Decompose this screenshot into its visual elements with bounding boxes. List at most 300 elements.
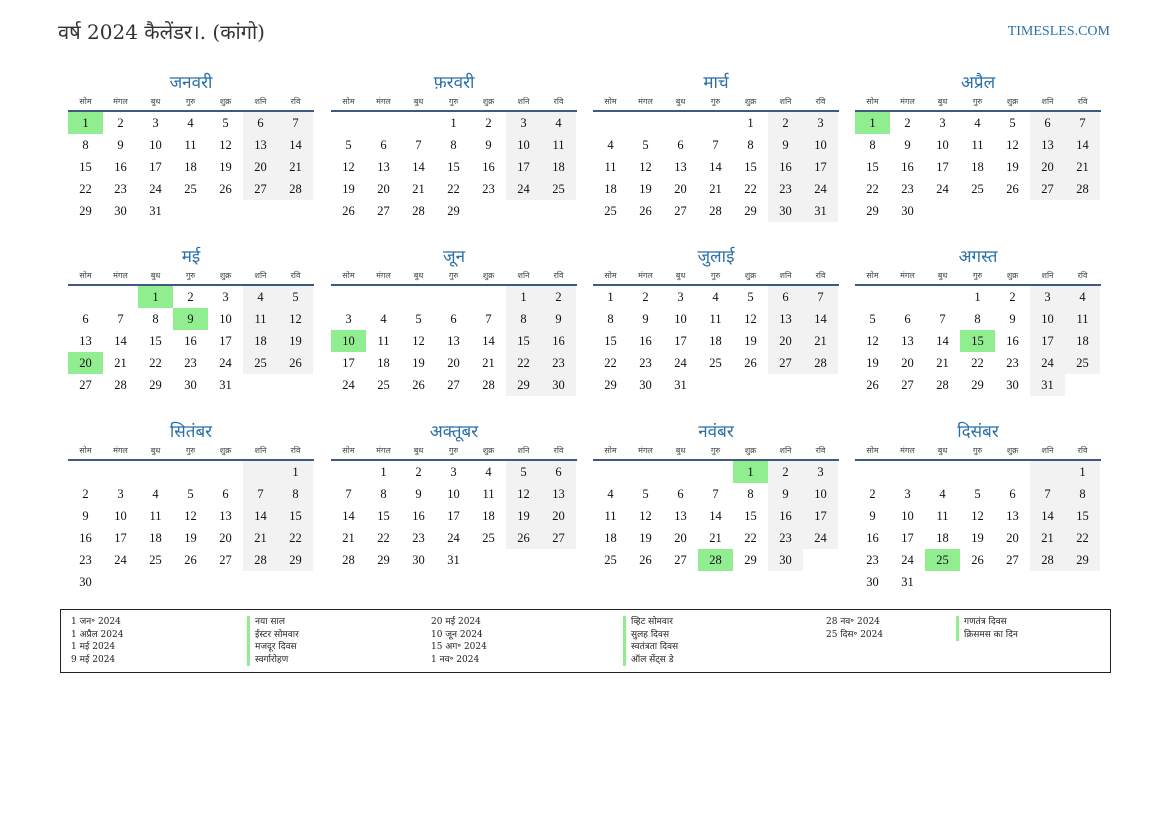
day-cell[interactable]: 23 [79, 553, 92, 567]
day-cell[interactable]: 17 [114, 531, 127, 545]
day-cell[interactable]: 9 [173, 308, 208, 330]
day-cell[interactable]: 4 [187, 116, 194, 130]
day-cell[interactable]: 24 [1030, 352, 1065, 374]
day-cell[interactable]: 8 [278, 483, 313, 505]
day-cell[interactable]: 6 [677, 138, 684, 152]
day-cell[interactable]: 25 [925, 549, 960, 571]
day-cell[interactable]: 29 [971, 378, 984, 392]
day-cell[interactable]: 29 [79, 204, 92, 218]
day-cell[interactable]: 24 [114, 553, 127, 567]
day-cell[interactable]: 25 [604, 204, 617, 218]
day-cell[interactable]: 6 [380, 138, 387, 152]
day-cell[interactable]: 13 [541, 483, 576, 505]
day-cell[interactable]: 8 [747, 138, 754, 152]
day-cell[interactable]: 11 [1065, 308, 1100, 330]
day-cell[interactable]: 22 [1065, 527, 1100, 549]
day-cell[interactable]: 5 [345, 138, 352, 152]
day-cell[interactable]: 3 [939, 116, 946, 130]
day-cell[interactable]: 30 [1006, 378, 1019, 392]
day-cell[interactable]: 25 [243, 352, 278, 374]
day-cell[interactable]: 31 [219, 378, 232, 392]
day-cell[interactable]: 16 [79, 531, 92, 545]
day-cell[interactable]: 28 [114, 378, 127, 392]
day-cell[interactable]: 11 [709, 312, 722, 326]
day-cell[interactable]: 27 [1006, 553, 1019, 567]
day-cell[interactable]: 29 [1065, 549, 1100, 571]
day-cell[interactable]: 6 [82, 312, 89, 326]
day-cell[interactable]: 15 [506, 330, 541, 352]
day-cell[interactable]: 23 [639, 356, 652, 370]
day-cell[interactable]: 19 [1006, 160, 1019, 174]
day-cell[interactable]: 7 [803, 286, 838, 308]
day-cell[interactable]: 3 [803, 112, 838, 134]
day-cell[interactable]: 13 [901, 334, 914, 348]
day-cell[interactable]: 14 [1065, 134, 1100, 156]
day-cell[interactable]: 21 [482, 356, 495, 370]
day-cell[interactable]: 24 [674, 356, 687, 370]
day-cell[interactable]: 28 [1065, 178, 1100, 200]
day-cell[interactable]: 15 [604, 334, 617, 348]
day-cell[interactable]: 10 [674, 312, 687, 326]
day-cell[interactable]: 13 [447, 334, 460, 348]
day-cell[interactable]: 8 [152, 312, 159, 326]
day-cell[interactable]: 17 [447, 509, 460, 523]
day-cell[interactable]: 15 [79, 160, 92, 174]
day-cell[interactable]: 31 [803, 200, 838, 222]
day-cell[interactable]: 10 [506, 134, 541, 156]
day-cell[interactable]: 12 [744, 312, 757, 326]
day-cell[interactable]: 25 [184, 182, 197, 196]
day-cell[interactable]: 8 [747, 487, 754, 501]
day-cell[interactable]: 20 [541, 505, 576, 527]
day-cell[interactable]: 10 [331, 330, 366, 352]
day-cell[interactable]: 23 [1006, 356, 1019, 370]
day-cell[interactable]: 5 [642, 138, 649, 152]
day-cell[interactable]: 22 [447, 182, 460, 196]
day-cell[interactable]: 1 [607, 290, 614, 304]
day-cell[interactable]: 26 [278, 352, 313, 374]
day-cell[interactable]: 31 [447, 553, 460, 567]
day-cell[interactable]: 20 [447, 356, 460, 370]
day-cell[interactable]: 11 [971, 138, 984, 152]
day-cell[interactable]: 7 [1065, 112, 1100, 134]
day-cell[interactable]: 6 [768, 286, 803, 308]
day-cell[interactable]: 15 [744, 160, 757, 174]
day-cell[interactable]: 16 [184, 334, 197, 348]
day-cell[interactable]: 22 [971, 356, 984, 370]
day-cell[interactable]: 25 [377, 378, 390, 392]
day-cell[interactable]: 11 [604, 160, 617, 174]
day-cell[interactable]: 15 [278, 505, 313, 527]
day-cell[interactable]: 29 [149, 378, 162, 392]
day-cell[interactable]: 30 [541, 374, 576, 396]
day-cell[interactable]: 7 [939, 312, 946, 326]
day-cell[interactable]: 4 [712, 290, 719, 304]
day-cell[interactable]: 5 [1009, 116, 1016, 130]
day-cell[interactable]: 28 [698, 549, 733, 571]
day-cell[interactable]: 30 [901, 204, 914, 218]
day-cell[interactable]: 3 [1030, 286, 1065, 308]
day-cell[interactable]: 2 [768, 461, 803, 483]
day-cell[interactable]: 4 [974, 116, 981, 130]
day-cell[interactable]: 23 [901, 182, 914, 196]
day-cell[interactable]: 8 [607, 312, 614, 326]
day-cell[interactable]: 20 [674, 182, 687, 196]
day-cell[interactable]: 15 [377, 509, 390, 523]
day-cell[interactable]: 20 [1030, 156, 1065, 178]
day-cell[interactable]: 6 [450, 312, 457, 326]
day-cell[interactable]: 16 [639, 334, 652, 348]
day-cell[interactable]: 6 [677, 487, 684, 501]
day-cell[interactable]: 27 [674, 204, 687, 218]
day-cell[interactable]: 10 [149, 138, 162, 152]
day-cell[interactable]: 10 [803, 134, 838, 156]
day-cell[interactable]: 24 [447, 531, 460, 545]
day-cell[interactable]: 5 [506, 461, 541, 483]
day-cell[interactable]: 18 [936, 531, 949, 545]
day-cell[interactable]: 9 [768, 483, 803, 505]
day-cell[interactable]: 9 [768, 134, 803, 156]
day-cell[interactable]: 11 [482, 487, 495, 501]
day-cell[interactable]: 2 [187, 290, 194, 304]
day-cell[interactable]: 20 [768, 330, 803, 352]
day-cell[interactable]: 31 [674, 378, 687, 392]
day-cell[interactable]: 6 [904, 312, 911, 326]
day-cell[interactable]: 18 [482, 509, 495, 523]
day-cell[interactable]: 27 [1030, 178, 1065, 200]
day-cell[interactable]: 29 [278, 549, 313, 571]
day-cell[interactable]: 31 [149, 204, 162, 218]
day-cell[interactable]: 16 [866, 531, 879, 545]
day-cell[interactable]: 6 [1009, 487, 1016, 501]
day-cell[interactable]: 19 [639, 182, 652, 196]
day-cell[interactable]: 8 [82, 138, 89, 152]
day-cell[interactable]: 14 [709, 160, 722, 174]
day-cell[interactable]: 13 [674, 509, 687, 523]
day-cell[interactable]: 12 [866, 334, 879, 348]
day-cell[interactable]: 22 [506, 352, 541, 374]
day-cell[interactable]: 10 [901, 509, 914, 523]
day-cell[interactable]: 23 [114, 182, 127, 196]
day-cell[interactable]: 23 [541, 352, 576, 374]
day-cell[interactable]: 12 [278, 308, 313, 330]
day-cell[interactable]: 3 [450, 465, 457, 479]
day-cell[interactable]: 6 [222, 487, 229, 501]
day-cell[interactable]: 14 [1030, 505, 1065, 527]
day-cell[interactable]: 31 [901, 575, 914, 589]
day-cell[interactable]: 3 [345, 312, 352, 326]
day-cell[interactable]: 27 [768, 352, 803, 374]
day-cell[interactable]: 25 [541, 178, 576, 200]
day-cell[interactable]: 26 [412, 378, 425, 392]
day-cell[interactable]: 17 [901, 531, 914, 545]
day-cell[interactable]: 16 [114, 160, 127, 174]
day-cell[interactable]: 13 [674, 160, 687, 174]
day-cell[interactable]: 9 [869, 509, 876, 523]
day-cell[interactable]: 28 [243, 549, 278, 571]
day-cell[interactable]: 28 [1030, 549, 1065, 571]
day-cell[interactable]: 21 [114, 356, 127, 370]
day-cell[interactable]: 26 [971, 553, 984, 567]
day-cell[interactable]: 16 [1006, 334, 1019, 348]
day-cell[interactable]: 19 [506, 505, 541, 527]
day-cell[interactable]: 7 [345, 487, 352, 501]
day-cell[interactable]: 11 [377, 334, 390, 348]
day-cell[interactable]: 26 [219, 182, 232, 196]
day-cell[interactable]: 26 [1006, 182, 1019, 196]
day-cell[interactable]: 15 [866, 160, 879, 174]
day-cell[interactable]: 8 [1065, 483, 1100, 505]
day-cell[interactable]: 15 [960, 330, 995, 352]
day-cell[interactable]: 15 [447, 160, 460, 174]
day-cell[interactable]: 12 [639, 509, 652, 523]
day-cell[interactable]: 20 [1006, 531, 1019, 545]
day-cell[interactable]: 5 [642, 487, 649, 501]
day-cell[interactable]: 24 [803, 527, 838, 549]
day-cell[interactable]: 7 [485, 312, 492, 326]
day-cell[interactable]: 4 [939, 487, 946, 501]
day-cell[interactable]: 17 [149, 160, 162, 174]
day-cell[interactable]: 21 [709, 182, 722, 196]
day-cell[interactable]: 30 [184, 378, 197, 392]
day-cell[interactable]: 20 [68, 352, 103, 374]
day-cell[interactable]: 30 [768, 549, 803, 571]
day-cell[interactable]: 25 [149, 553, 162, 567]
site-link[interactable]: TIMESLES.COM [1007, 24, 1110, 39]
day-cell[interactable]: 12 [184, 509, 197, 523]
day-cell[interactable]: 29 [744, 204, 757, 218]
day-cell[interactable]: 13 [243, 134, 278, 156]
day-cell[interactable]: 16 [901, 160, 914, 174]
day-cell[interactable]: 1 [1065, 461, 1100, 483]
day-cell[interactable]: 12 [1006, 138, 1019, 152]
day-cell[interactable]: 11 [184, 138, 197, 152]
day-cell[interactable]: 13 [1030, 134, 1065, 156]
day-cell[interactable]: 25 [971, 182, 984, 196]
day-cell[interactable]: 3 [152, 116, 159, 130]
day-cell[interactable]: 15 [149, 334, 162, 348]
day-cell[interactable]: 5 [869, 312, 876, 326]
day-cell[interactable]: 25 [1065, 352, 1100, 374]
day-cell[interactable]: 16 [482, 160, 495, 174]
day-cell[interactable]: 13 [768, 308, 803, 330]
day-cell[interactable]: 14 [482, 334, 495, 348]
day-cell[interactable]: 22 [866, 182, 879, 196]
day-cell[interactable]: 22 [79, 182, 92, 196]
day-cell[interactable]: 8 [450, 138, 457, 152]
day-cell[interactable]: 8 [380, 487, 387, 501]
day-cell[interactable]: 2 [82, 487, 89, 501]
day-cell[interactable]: 27 [674, 553, 687, 567]
day-cell[interactable]: 28 [936, 378, 949, 392]
day-cell[interactable]: 23 [184, 356, 197, 370]
day-cell[interactable]: 9 [1009, 312, 1016, 326]
day-cell[interactable]: 12 [342, 160, 355, 174]
day-cell[interactable]: 2 [768, 112, 803, 134]
day-cell[interactable]: 3 [117, 487, 124, 501]
day-cell[interactable]: 5 [278, 286, 313, 308]
day-cell[interactable]: 28 [803, 352, 838, 374]
day-cell[interactable]: 19 [866, 356, 879, 370]
day-cell[interactable]: 6 [243, 112, 278, 134]
day-cell[interactable]: 14 [803, 308, 838, 330]
day-cell[interactable]: 3 [803, 461, 838, 483]
day-cell[interactable]: 18 [971, 160, 984, 174]
day-cell[interactable]: 27 [447, 378, 460, 392]
day-cell[interactable]: 11 [541, 134, 576, 156]
day-cell[interactable]: 9 [485, 138, 492, 152]
day-cell[interactable]: 17 [803, 505, 838, 527]
day-cell[interactable]: 26 [639, 553, 652, 567]
day-cell[interactable]: 11 [149, 509, 162, 523]
day-cell[interactable]: 7 [278, 112, 313, 134]
day-cell[interactable]: 8 [869, 138, 876, 152]
day-cell[interactable]: 26 [744, 356, 757, 370]
day-cell[interactable]: 7 [712, 138, 719, 152]
day-cell[interactable]: 13 [219, 509, 232, 523]
day-cell[interactable]: 27 [243, 178, 278, 200]
day-cell[interactable]: 1 [68, 112, 103, 134]
day-cell[interactable]: 13 [377, 160, 390, 174]
day-cell[interactable]: 17 [219, 334, 232, 348]
day-cell[interactable]: 7 [117, 312, 124, 326]
day-cell[interactable]: 1 [747, 116, 754, 130]
day-cell[interactable]: 19 [184, 531, 197, 545]
day-cell[interactable]: 17 [1030, 330, 1065, 352]
day-cell[interactable]: 26 [506, 527, 541, 549]
day-cell[interactable]: 16 [541, 330, 576, 352]
day-cell[interactable]: 4 [541, 112, 576, 134]
day-cell[interactable]: 22 [744, 182, 757, 196]
day-cell[interactable]: 10 [936, 138, 949, 152]
day-cell[interactable]: 20 [674, 531, 687, 545]
day-cell[interactable]: 24 [219, 356, 232, 370]
day-cell[interactable]: 17 [342, 356, 355, 370]
day-cell[interactable]: 5 [747, 290, 754, 304]
day-cell[interactable]: 21 [278, 156, 313, 178]
day-cell[interactable]: 2 [485, 116, 492, 130]
day-cell[interactable]: 5 [415, 312, 422, 326]
day-cell[interactable]: 18 [604, 182, 617, 196]
day-cell[interactable]: 21 [1030, 527, 1065, 549]
day-cell[interactable]: 14 [412, 160, 425, 174]
day-cell[interactable]: 24 [342, 378, 355, 392]
day-cell[interactable]: 4 [1065, 286, 1100, 308]
day-cell[interactable]: 1 [138, 286, 173, 308]
day-cell[interactable]: 23 [866, 553, 879, 567]
day-cell[interactable]: 14 [243, 505, 278, 527]
day-cell[interactable]: 22 [377, 531, 390, 545]
day-cell[interactable]: 15 [1065, 505, 1100, 527]
day-cell[interactable]: 2 [642, 290, 649, 304]
day-cell[interactable]: 5 [187, 487, 194, 501]
day-cell[interactable]: 13 [1006, 509, 1019, 523]
day-cell[interactable]: 10 [1030, 308, 1065, 330]
day-cell[interactable]: 30 [639, 378, 652, 392]
day-cell[interactable]: 2 [904, 116, 911, 130]
day-cell[interactable]: 3 [506, 112, 541, 134]
day-cell[interactable]: 2 [541, 286, 576, 308]
day-cell[interactable]: 9 [117, 138, 124, 152]
day-cell[interactable]: 13 [79, 334, 92, 348]
day-cell[interactable]: 11 [243, 308, 278, 330]
day-cell[interactable]: 27 [541, 527, 576, 549]
day-cell[interactable]: 30 [79, 575, 92, 589]
day-cell[interactable]: 17 [803, 156, 838, 178]
day-cell[interactable]: 19 [342, 182, 355, 196]
day-cell[interactable]: 30 [768, 200, 803, 222]
day-cell[interactable]: 11 [936, 509, 949, 523]
day-cell[interactable]: 22 [149, 356, 162, 370]
day-cell[interactable]: 19 [412, 356, 425, 370]
day-cell[interactable]: 1 [278, 461, 313, 483]
day-cell[interactable]: 2 [415, 465, 422, 479]
day-cell[interactable]: 9 [541, 308, 576, 330]
day-cell[interactable]: 25 [709, 356, 722, 370]
day-cell[interactable]: 22 [744, 531, 757, 545]
day-cell[interactable]: 20 [901, 356, 914, 370]
day-cell[interactable]: 18 [709, 334, 722, 348]
day-cell[interactable]: 7 [712, 487, 719, 501]
day-cell[interactable]: 2 [117, 116, 124, 130]
day-cell[interactable]: 7 [243, 483, 278, 505]
day-cell[interactable]: 18 [604, 531, 617, 545]
day-cell[interactable]: 27 [219, 553, 232, 567]
day-cell[interactable]: 18 [541, 156, 576, 178]
day-cell[interactable]: 18 [243, 330, 278, 352]
day-cell[interactable]: 18 [1065, 330, 1100, 352]
day-cell[interactable]: 3 [677, 290, 684, 304]
day-cell[interactable]: 24 [506, 178, 541, 200]
day-cell[interactable]: 5 [974, 487, 981, 501]
day-cell[interactable]: 24 [149, 182, 162, 196]
day-cell[interactable]: 16 [768, 505, 803, 527]
day-cell[interactable]: 12 [219, 138, 232, 152]
day-cell[interactable]: 17 [674, 334, 687, 348]
day-cell[interactable]: 1 [506, 286, 541, 308]
day-cell[interactable]: 28 [709, 204, 722, 218]
day-cell[interactable]: 8 [974, 312, 981, 326]
day-cell[interactable]: 25 [482, 531, 495, 545]
day-cell[interactable]: 28 [342, 553, 355, 567]
day-cell[interactable]: 10 [447, 487, 460, 501]
day-cell[interactable]: 20 [243, 156, 278, 178]
day-cell[interactable]: 30 [412, 553, 425, 567]
day-cell[interactable]: 3 [222, 290, 229, 304]
day-cell[interactable]: 20 [219, 531, 232, 545]
day-cell[interactable]: 24 [803, 178, 838, 200]
day-cell[interactable]: 21 [1065, 156, 1100, 178]
day-cell[interactable]: 21 [243, 527, 278, 549]
day-cell[interactable]: 19 [219, 160, 232, 174]
day-cell[interactable]: 17 [936, 160, 949, 174]
day-cell[interactable]: 6 [541, 461, 576, 483]
day-cell[interactable]: 29 [866, 204, 879, 218]
day-cell[interactable]: 18 [184, 160, 197, 174]
day-cell[interactable]: 30 [866, 575, 879, 589]
day-cell[interactable]: 1 [380, 465, 387, 479]
day-cell[interactable]: 5 [222, 116, 229, 130]
day-cell[interactable]: 2 [869, 487, 876, 501]
day-cell[interactable]: 4 [607, 138, 614, 152]
day-cell[interactable]: 21 [412, 182, 425, 196]
day-cell[interactable]: 4 [380, 312, 387, 326]
day-cell[interactable]: 9 [642, 312, 649, 326]
day-cell[interactable]: 4 [607, 487, 614, 501]
day-cell[interactable]: 12 [971, 509, 984, 523]
day-cell[interactable]: 23 [768, 178, 803, 200]
day-cell[interactable]: 12 [639, 160, 652, 174]
